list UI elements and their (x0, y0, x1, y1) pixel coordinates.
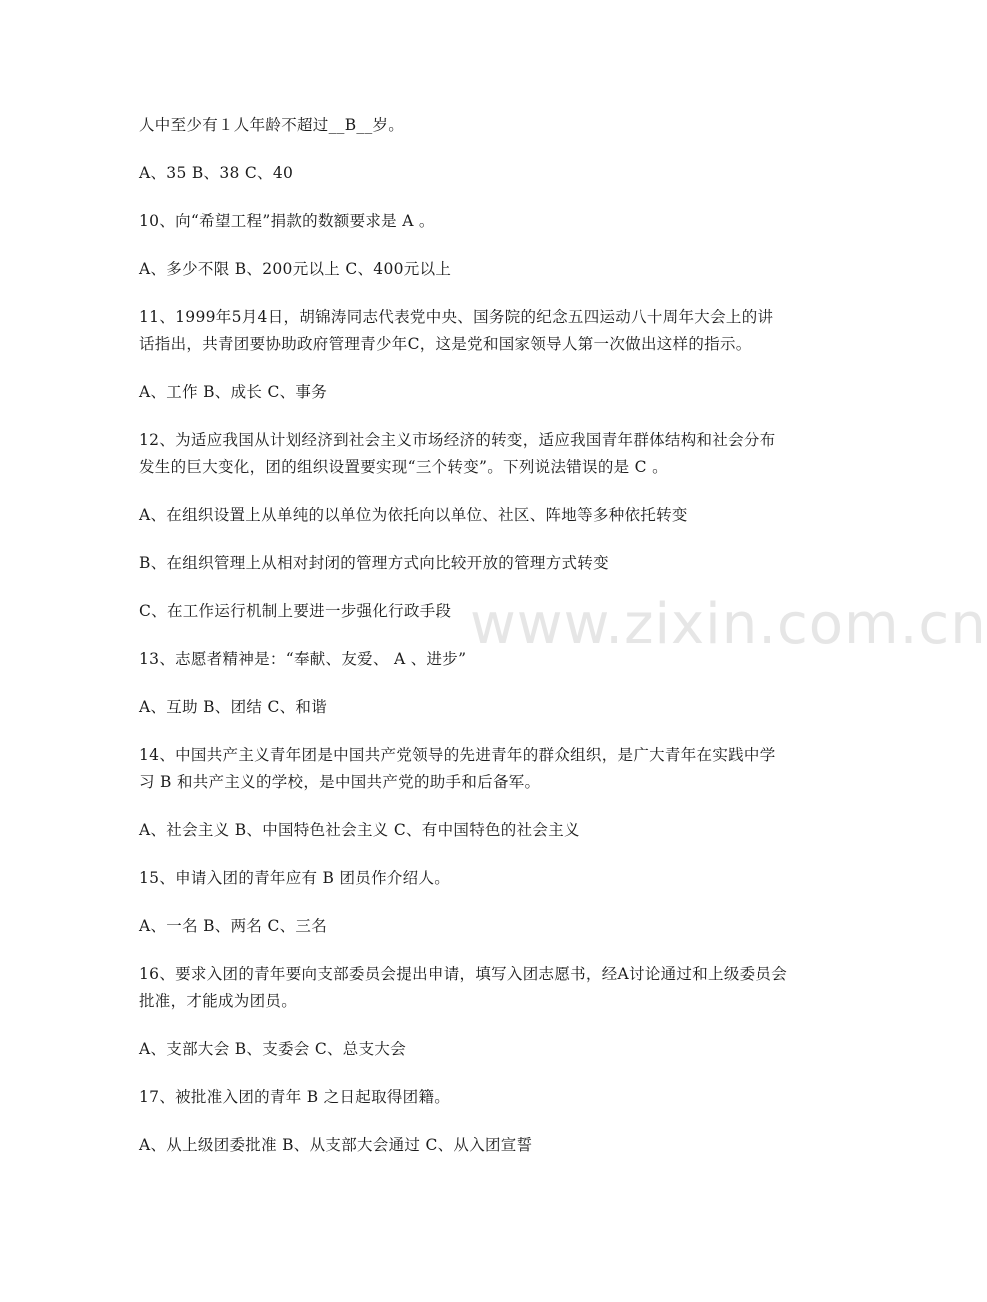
question-15: 15、申请入团的青年应有 B 团员作介绍人。 (139, 869, 451, 887)
question-12: 12、为适应我国从计划经济到社会主义市场经济的转变，适应我国青年群体结构和社会分布发生的巨大变化，团的组织设置要实现“三个转变”。下列说法错误的是 C 。 (139, 431, 776, 476)
question-14: 14、中国共产主义青年团是中国共产党领导的先进青年的群众组织，是广大青年在实践中学习 B 和共产主义的学校，是中国共产党的助手和后备军。 (139, 746, 776, 791)
options-q13: A、互助 B、团结 C、和谐 (139, 698, 327, 716)
options-q16: A、支部大会 B、支委会 C、总支大会 (139, 1040, 406, 1058)
options-q14: A、社会主义 B、中国特色社会主义 C、有中国特色的社会主义 (139, 821, 580, 839)
options-q15: A、一名 B、两名 C、三名 (139, 917, 327, 935)
option-12c: C、在工作运行机制上要进一步强化行政手段 (139, 602, 452, 620)
question-17: 17、被批准入团的青年 B 之日起取得团籍。 (139, 1088, 451, 1106)
question-11: 11、1999年5月4日，胡锦涛同志代表党中央、国务院的纪念五四运动八十周年大会上的讲话指出，共青团要协助政府管理青少年C，这是党和国家领导人第一次做出这样的指示。 (139, 308, 774, 353)
option-12a: A、在组织设置上从单纯的以单位为依托向以单位、社区、阵地等多种依托转变 (139, 506, 688, 524)
option-12b: B、在组织管理上从相对封闭的管理方式向比较开放的管理方式转变 (139, 554, 609, 572)
document-body (139, 112, 789, 1159)
question-13: 13、志愿者精神是：“奉献、友爱、 A 、进步” (139, 650, 467, 668)
options-q17: A、从上级团委批准 B、从支部大会通过 C、从入团宣誓 (139, 1136, 533, 1154)
paragraph-age-requirement: 人中至少有１人年龄不超过__B__岁。 (139, 116, 405, 134)
options-q11: A、工作 B、成长 C、事务 (139, 383, 327, 401)
watermark: www.zixin.com.cn (470, 592, 987, 657)
question-16: 16、要求入团的青年要向支部委员会提出申请，填写入团志愿书，经A讨论通过和上级委员会批准，才能成为团员。 (139, 965, 788, 1010)
question-10: 10、向“希望工程”捐款的数额要求是 A 。 (139, 212, 435, 230)
options-q10: A、多少不限 B、200元以上 C、400元以上 (139, 260, 452, 278)
options-q9: A、35 B、38 C、40 (139, 164, 294, 182)
